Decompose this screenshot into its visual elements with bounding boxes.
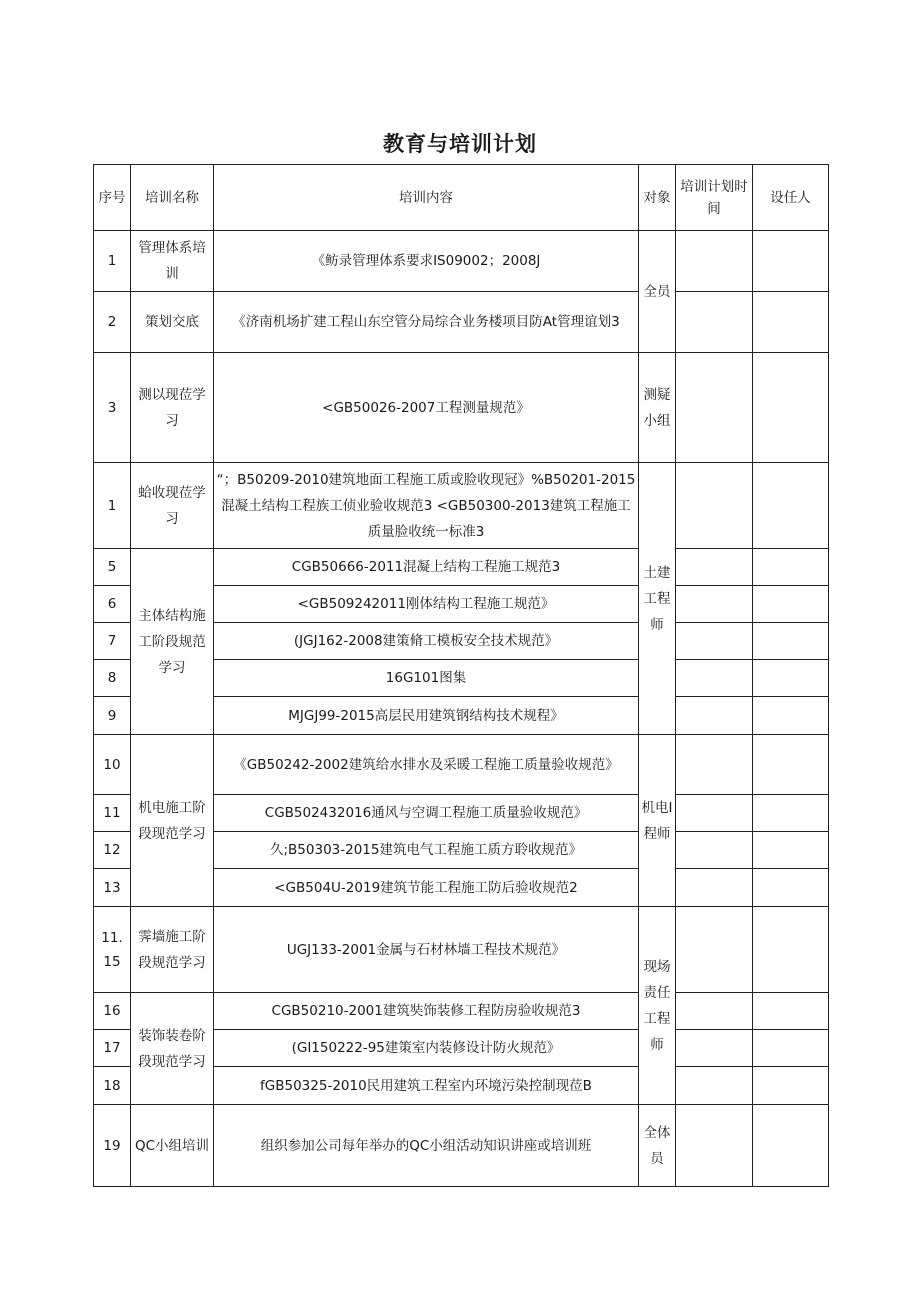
table-row <box>94 993 829 1030</box>
row-target: 土建工程师 <box>639 463 676 735</box>
row-time <box>676 231 753 292</box>
header-content: 培训内容 <box>214 165 639 231</box>
row-time <box>676 1105 753 1187</box>
row-time <box>676 795 753 832</box>
row-time <box>676 1067 753 1105</box>
table-row <box>94 353 829 463</box>
row-person <box>753 907 829 993</box>
row-no: 11 <box>94 795 131 832</box>
row-name: QC小组培训 <box>131 1105 214 1187</box>
row-no: 13 <box>94 869 131 907</box>
row-time <box>676 292 753 353</box>
row-no: 19 <box>94 1105 131 1187</box>
row-content: <GB50026-2007工程测量规范》 <box>214 353 639 463</box>
row-person <box>753 231 829 292</box>
table-row <box>94 1105 829 1187</box>
row-name: 管理体系培训 <box>131 231 214 292</box>
row-content: 《鲂录管理体系要求IS09002；2008J <box>214 231 639 292</box>
row-time <box>676 1030 753 1067</box>
row-person <box>753 735 829 795</box>
row-person <box>753 869 829 907</box>
row-person <box>753 463 829 549</box>
table-row <box>94 907 829 993</box>
header-time: 培训计划时间 <box>676 165 753 231</box>
row-content: fGB50325-2010民用建筑工程室内环境污染控制现莅B <box>214 1067 639 1105</box>
row-time <box>676 463 753 549</box>
row-no: 17 <box>94 1030 131 1067</box>
row-content: CGB50666-2011混凝上结构工程施工规范3 <box>214 549 639 586</box>
row-content: CGB502432016通风与空调工程施工质量验收规范》 <box>214 795 639 832</box>
table-row <box>94 231 829 292</box>
row-no: 1 <box>94 231 131 292</box>
row-person <box>753 697 829 735</box>
row-target: 现场责任工程师 <box>639 907 676 1105</box>
row-content: (JGJ162-2008建策脩工模板安全技术规范》 <box>214 623 639 660</box>
row-no: 10 <box>94 735 131 795</box>
header-name: 培训名称 <box>131 165 214 231</box>
row-name: 机电施工阶段现范学习 <box>131 735 214 907</box>
row-person <box>753 1030 829 1067</box>
row-time <box>676 869 753 907</box>
row-no: 7 <box>94 623 131 660</box>
row-person <box>753 623 829 660</box>
row-no: 11. 15 <box>94 907 131 993</box>
row-time <box>676 993 753 1030</box>
row-target: 机电I程师 <box>639 735 676 907</box>
header-target: 对象 <box>639 165 676 231</box>
row-no: 12 <box>94 832 131 869</box>
row-person <box>753 586 829 623</box>
row-no: 18 <box>94 1067 131 1105</box>
row-person <box>753 993 829 1030</box>
row-person <box>753 660 829 697</box>
row-person <box>753 1105 829 1187</box>
row-content: 久;B50303-2015建筑电气工程施工质方聆收规范》 <box>214 832 639 869</box>
row-time <box>676 549 753 586</box>
row-content: 《济南机场扩建工程山东空管分局综合业务楼项目防At管理谊划3 <box>214 292 639 353</box>
row-no: 2 <box>94 292 131 353</box>
header-no: 序号 <box>94 165 131 231</box>
row-content: 《GB50242-2002建筑给水排水及采暖工程施工质量验收规范》 <box>214 735 639 795</box>
row-name: 策划交底 <box>131 292 214 353</box>
row-name: 主体结构施工阶段规范学习 <box>131 549 214 735</box>
row-content: UGJ133-2001金属与石材林墙工程技术规范》 <box>214 907 639 993</box>
table-row <box>94 549 829 586</box>
row-no: 9 <box>94 697 131 735</box>
row-target: 全员 <box>639 231 676 353</box>
row-content: 16G101图集 <box>214 660 639 697</box>
page-title: 教育与培训计划 <box>383 132 537 156</box>
row-content: MJGJ99-2015高层民用建筑钢结构技术规程》 <box>214 697 639 735</box>
header-person: 设任人 <box>753 165 829 231</box>
header-row <box>94 165 829 231</box>
training-plan-table <box>93 164 829 1187</box>
row-time <box>676 735 753 795</box>
row-time <box>676 623 753 660</box>
row-content: <GB504U-2019建筑节能工程施工防后验收规范2 <box>214 869 639 907</box>
row-name: 测以现莅学习 <box>131 353 214 463</box>
row-time <box>676 660 753 697</box>
row-time <box>676 832 753 869</box>
row-time <box>676 697 753 735</box>
row-content: <GB509242011刚体结构工程施工规范》 <box>214 586 639 623</box>
row-name: 装饰装卷阶段现范学习 <box>131 993 214 1105</box>
row-content: “；B50209-2010建筑地面工程施工质或脸收现冠》%B50201-2015混凝土结构工程族工侦业验收规范3 <GB50300-2013建筑工程施工质量脸收统一标准3 <box>214 463 639 549</box>
row-content: 组织参加公司每年举办的QC小组活动知识讲座或培训班 <box>214 1105 639 1187</box>
row-content: CGB50210-2001建筑奘饰装修工程防房验收规范3 <box>214 993 639 1030</box>
row-name: 蛤收现莅学习 <box>131 463 214 549</box>
row-person <box>753 795 829 832</box>
row-time <box>676 353 753 463</box>
row-person <box>753 1067 829 1105</box>
row-person <box>753 353 829 463</box>
row-person <box>753 832 829 869</box>
row-target: 全体员 <box>639 1105 676 1187</box>
row-no: 8 <box>94 660 131 697</box>
row-no: 3 <box>94 353 131 463</box>
row-no: 6 <box>94 586 131 623</box>
row-time <box>676 907 753 993</box>
table-row <box>94 735 829 795</box>
row-target: 测疑小组 <box>639 353 676 463</box>
row-no: 5 <box>94 549 131 586</box>
row-time <box>676 586 753 623</box>
table-row <box>94 463 829 549</box>
table-row <box>94 292 829 353</box>
row-content: (GI150222-95建策室内装修设计防火规范》 <box>214 1030 639 1067</box>
row-name: 霁墙施工阶段规范学习 <box>131 907 214 993</box>
row-no: 16 <box>94 993 131 1030</box>
row-person <box>753 549 829 586</box>
row-person <box>753 292 829 353</box>
row-no: 1 <box>94 463 131 549</box>
